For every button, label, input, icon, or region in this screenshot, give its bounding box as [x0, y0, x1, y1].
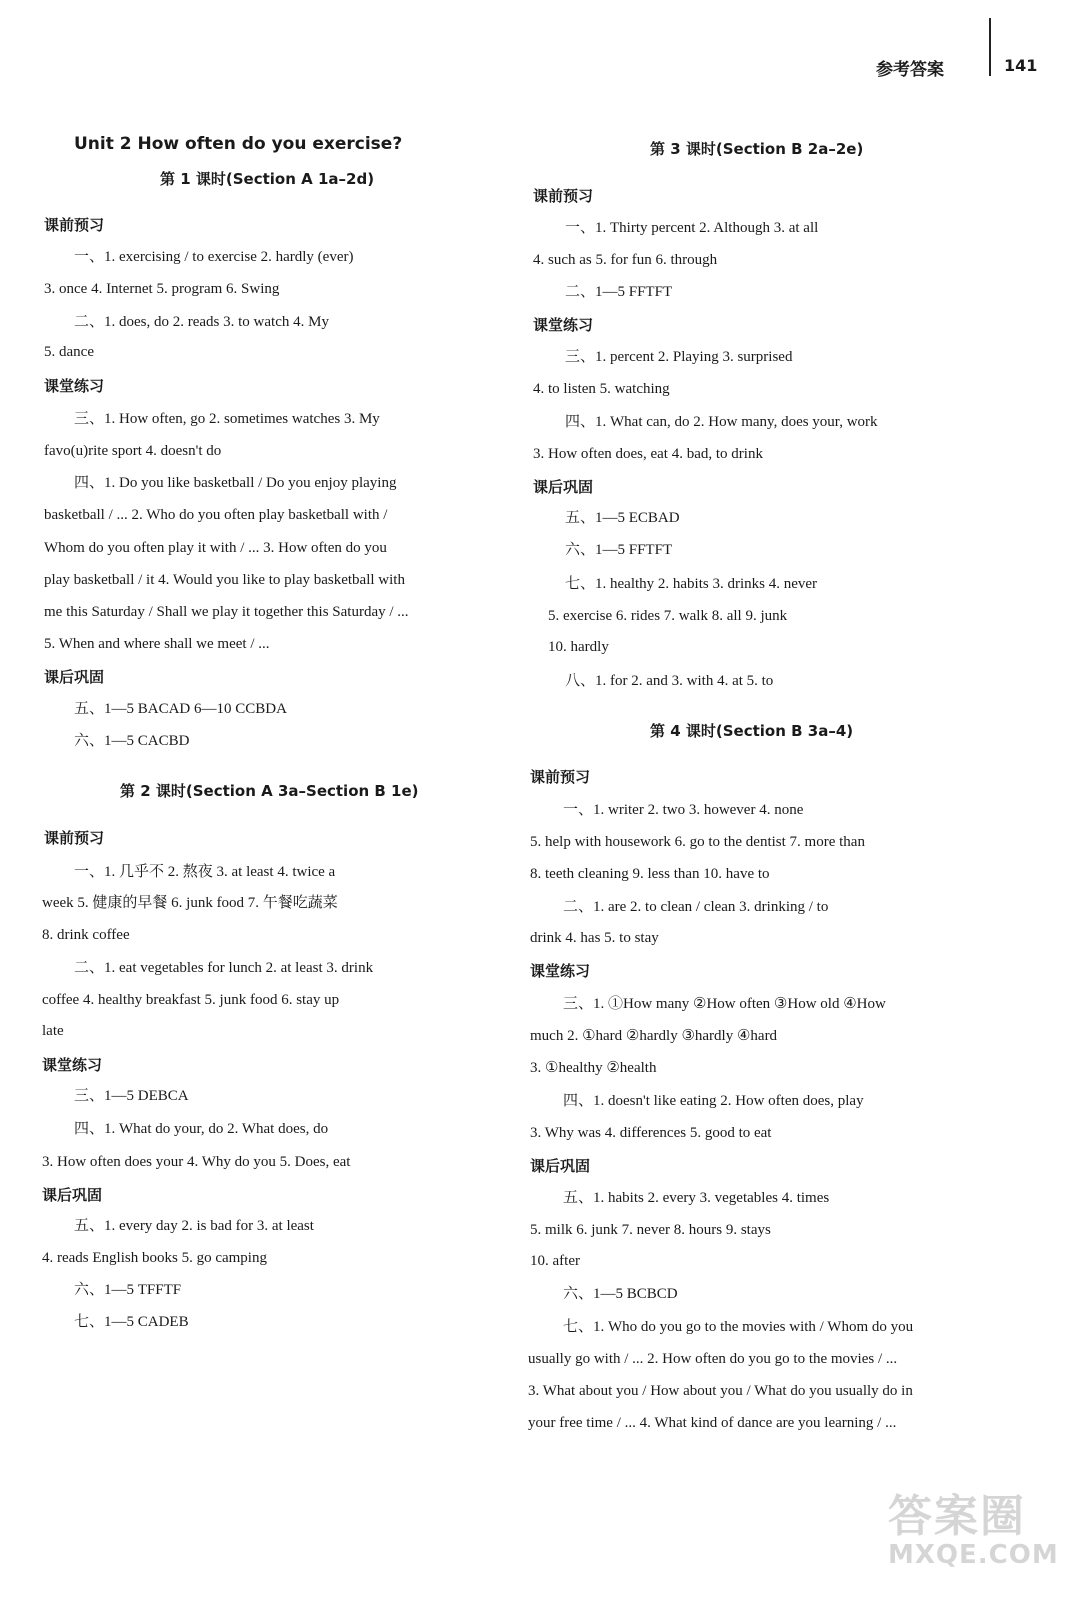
answer-line: late	[42, 1023, 64, 1039]
unit-title: Unit 2 How often do you exercise?	[74, 134, 403, 154]
section-classwork: 课堂练习	[530, 962, 591, 980]
section-classwork: 课堂练习	[44, 377, 105, 395]
answer-line: 三、1. ①How many ②How often ③How old ④How	[563, 996, 886, 1012]
answer-line: 一、1. exercising / to exercise 2. hardly (ever)	[74, 249, 354, 265]
answer-line: 8. drink coffee	[42, 927, 130, 943]
answer-line: 二、1. are 2. to clean / clean 3. drinking / to	[563, 899, 829, 915]
answer-line: 3. ①healthy ②health	[530, 1060, 657, 1076]
answer-line: 五、1—5 ECBAD	[565, 510, 680, 526]
answer-line: 八、1. for 2. and 3. with 4. at 5. to	[565, 673, 774, 689]
answer-line: drink 4. has 5. to stay	[530, 930, 659, 946]
answer-line: 8. teeth cleaning 9. less than 10. have to	[530, 866, 770, 882]
answer-line: 10. hardly	[548, 639, 609, 655]
section-homework: 课后巩固	[530, 1157, 591, 1175]
lesson-4-title: 第 4 课时(Section B 3a–4)	[650, 722, 854, 740]
answer-line: 3. Why was 4. differences 5. good to eat	[530, 1125, 772, 1141]
lesson-2-title: 第 2 课时(Section A 3a–Section B 1e)	[120, 782, 419, 800]
answer-line: 五、1. every day 2. is bad for 3. at least	[74, 1218, 314, 1234]
lesson-3-title: 第 3 课时(Section B 2a–2e)	[650, 140, 864, 158]
answer-line: 5. When and where shall we meet / ...	[44, 636, 270, 652]
answer-line: 五、1—5 BACAD 6—10 CCBDA	[74, 701, 287, 717]
answer-line: 5. dance	[44, 344, 94, 360]
answer-line: 一、1. Thirty percent 2. Although 3. at all	[565, 220, 819, 236]
section-preview: 课前预习	[44, 829, 105, 847]
answer-line: 5. help with housework 6. go to the dentist 7. more than	[530, 834, 865, 850]
section-preview: 课前预习	[533, 187, 594, 205]
page-number: 141	[1004, 56, 1038, 75]
header-divider	[989, 18, 991, 76]
answer-line: basketball / ... 2. Who do you often play basketball with /	[44, 507, 388, 523]
answer-line: 三、1. percent 2. Playing 3. surprised	[565, 349, 793, 365]
answer-line: 七、1—5 CADEB	[74, 1314, 189, 1330]
answer-line: play basketball / it 4. Would you like to play basketball with	[44, 572, 405, 588]
answer-line: 4. such as 5. for fun 6. through	[533, 252, 718, 268]
answer-line: 四、1. What can, do 2. How many, does your, work	[565, 414, 878, 430]
section-homework: 课后巩固	[44, 668, 105, 686]
answer-line: 五、1. habits 2. every 3. vegetables 4. times	[563, 1190, 830, 1206]
answer-line: 3. How often does your 4. Why do you 5. Does, eat	[42, 1154, 351, 1170]
answer-line: 4. to listen 5. watching	[533, 381, 670, 397]
section-homework: 课后巩固	[533, 478, 594, 496]
answer-line: 二、1. does, do 2. reads 3. to watch 4. My	[74, 314, 329, 330]
lesson-1-title: 第 1 课时(Section A 1a–2d)	[160, 170, 375, 188]
answer-line: 四、1. Do you like basketball / Do you enjoy playing	[74, 475, 397, 491]
answer-line: 六、1—5 BCBCD	[563, 1286, 678, 1302]
answer-line: 3. How often does, eat 4. bad, to drink	[533, 446, 763, 462]
answer-line: 六、1—5 FFTFT	[565, 542, 673, 558]
answer-line: me this Saturday / Shall we play it together this Saturday / ...	[44, 604, 409, 620]
answer-line: 七、1. healthy 2. habits 3. drinks 4. never	[565, 576, 818, 592]
answer-line: 二、1. eat vegetables for lunch 2. at least 3. drink	[74, 960, 374, 976]
answer-line: 3. What about you / How about you / What do you usually do in	[528, 1383, 913, 1399]
section-classwork: 课堂练习	[42, 1056, 103, 1074]
answer-line: Whom do you often play it with / ... 3. How often do you	[44, 540, 387, 556]
header-title: 参考答案	[876, 60, 944, 80]
answer-line: coffee 4. healthy breakfast 5. junk food 6. stay up	[42, 992, 340, 1008]
answer-line: 4. reads English books 5. go camping	[42, 1250, 267, 1266]
section-classwork: 课堂练习	[533, 316, 594, 334]
answer-line: 三、1. How often, go 2. sometimes watches 3. My	[74, 411, 380, 427]
answer-line: 六、1—5 TFFTF	[74, 1282, 182, 1298]
section-homework: 课后巩固	[42, 1186, 103, 1204]
watermark-logo	[888, 1480, 1078, 1590]
watermark-url: MXQE.COM	[888, 1540, 1059, 1570]
answer-line: 二、1—5 FFTFT	[565, 284, 673, 300]
answer-line: usually go with / ... 2. How often do you go to the movies / ...	[528, 1351, 898, 1367]
answer-line: 5. exercise 6. rides 7. walk 8. all 9. junk	[548, 608, 788, 624]
answer-line: your free time / ... 4. What kind of dance are you learning / ...	[528, 1415, 897, 1431]
answer-line: 10. after	[530, 1253, 580, 1269]
watermark-text: 答案圈	[888, 1491, 1026, 1542]
section-preview: 课前预习	[530, 768, 591, 786]
answer-line: 一、1. 几乎不 2. 熬夜 3. at least 4. twice a	[74, 864, 336, 880]
answer-line: 5. milk 6. junk 7. never 8. hours 9. stays	[530, 1222, 771, 1238]
answer-line: 三、1—5 DEBCA	[74, 1088, 189, 1104]
answer-line: 四、1. doesn't like eating 2. How often does, play	[563, 1093, 864, 1109]
answer-line: much 2. ①hard ②hardly ③hardly ④hard	[530, 1028, 778, 1044]
answer-line: 3. once 4. Internet 5. program 6. Swing	[44, 281, 280, 297]
answer-line: favo(u)rite sport 4. doesn't do	[44, 443, 222, 459]
section-preview: 课前预习	[44, 216, 105, 234]
answer-line: 四、1. What do your, do 2. What does, do	[74, 1121, 329, 1137]
answer-line: week 5. 健康的早餐 6. junk food 7. 午餐吃蔬菜	[42, 895, 338, 911]
answer-line: 一、1. writer 2. two 3. however 4. none	[563, 802, 804, 818]
answer-line: 七、1. Who do you go to the movies with / Whom do you	[563, 1319, 914, 1335]
answer-line: 六、1—5 CACBD	[74, 733, 190, 749]
